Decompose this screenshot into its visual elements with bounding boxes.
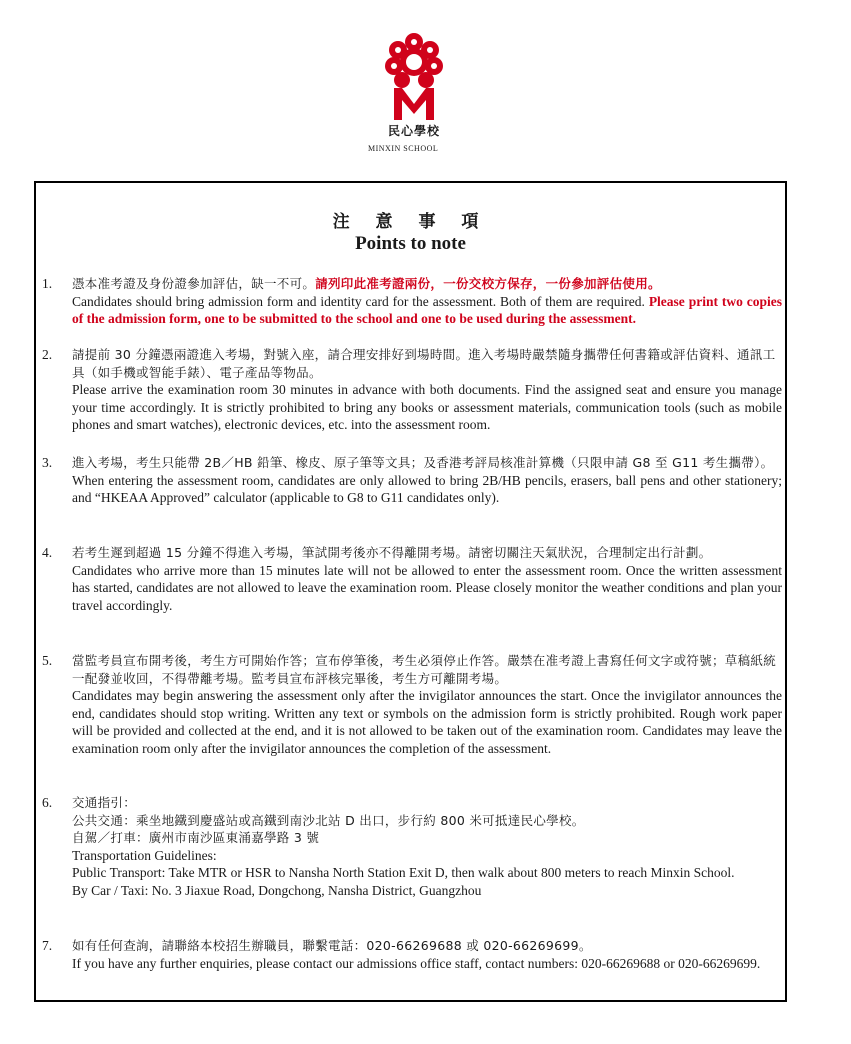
notes-box (34, 181, 787, 1002)
note-item-6 (42, 794, 782, 899)
note-text-cn (72, 275, 782, 293)
note-text-en-highlight: Please print two copies of the admission form, one to be submitted to the school and one to be used during the assessment. (72, 293, 782, 326)
transport-public-en: Public Transport: Take MTR or HSR to Nansha North Station Exit D, then walk about 800 meters to reach Minxin School. (72, 865, 735, 880)
note-item-7 (42, 937, 782, 972)
note-text-cn-main: 憑本准考證及身份證參加評估，缺一不可。 (72, 276, 316, 291)
note-number: 1. (42, 276, 53, 291)
transport-public-cn: 公共交通：乘坐地鐵到慶盛站或高鐵到南沙北站 D 出口，步行約 800 米可抵達民心學校。 (72, 812, 585, 828)
note-text-cn: 如有任何查詢，請聯絡本校招生辦職員，聯繫電話：020-66269688 或 020-66269699。 (72, 938, 592, 953)
note-item-4 (42, 544, 782, 614)
note-item-2 (42, 346, 782, 434)
note-number: 6. (42, 795, 53, 810)
note-number: 7. (42, 938, 53, 953)
note-number: 2. (42, 347, 53, 362)
note-item-5 (42, 652, 782, 757)
transport-heading-en: Transportation Guidelines: (72, 847, 217, 863)
transport-car-en: By Car / Taxi: No. 3 Jiaxue Road, Dongchong, Nansha District, Guangzhou (72, 882, 482, 898)
note-text-cn-highlight: 請列印此准考證兩份，一份交校方保存，一份參加評估使用。 (315, 276, 661, 291)
title-en: Points to note (355, 233, 466, 254)
note-text-en: If you have any further enquiries, please contact our admissions office staff, contact numbers: 020-66269688 or 020-66269699. (72, 955, 761, 971)
note-text-en: Please arrive the examination room 30 minutes in advance with both documents. Find the assigned seat and ensure you manage your time accordingly. It is strictly prohibited to bring any books or assessment materials, communication tools (such as mobile phones and smart watches), electronic devices, etc. into the assessment room. (72, 382, 782, 432)
note-text-cn: 若考生遲到超過 15 分鐘不得進入考場，筆試開考後亦不得離開考場。請密切關注天氣狀況，合理制定出行計劃。 (72, 545, 712, 560)
note-text-cn: 請提前 30 分鐘憑兩證進入考場，對號入座，請合理安排好到場時間。進入考場時嚴禁隨身攜帶任何書籍或評估資料、通訊工具（如手機或智能手錶）、電子產品等物品。 (72, 347, 776, 380)
note-item-1 (42, 275, 782, 328)
note-text-en: Candidates may begin answering the assessment only after the invigilator announces the start. Once the invigilator announces the end, candidates should stop writing. Written any text or symbols on the admission form is strictly prohibited. Rough work paper will be provided and collected at the end, and it is not allowed to be taken out of the examination room. Candidates may leave the examination room only after the invigilator announces the completion of the assessment. (72, 688, 782, 756)
school-logo (368, 32, 460, 162)
note-number: 4. (42, 545, 53, 560)
transport-car-cn: 自駕／打車：廣州市南沙區東涌嘉學路 3 號 (72, 830, 320, 845)
school-name-cn: 民心學校 (387, 124, 440, 138)
transport-heading-cn: 交通指引： (72, 795, 137, 810)
note-text-en (72, 293, 782, 328)
note-text-cn: 進入考場，考生只能帶 2B／HB 鉛筆、橡皮、原子筆等文具；及香港考評局核准計算機（只限申請 G8 至 G11 考生攜帶）。 (72, 455, 774, 470)
note-number: 5. (42, 653, 53, 668)
note-text-cn: 當監考員宣布開考後，考生方可開始作答；宣布停筆後，考生必須停止作答。嚴禁在准考證上書寫任何文字或符號；草稿紙統一配發並收回，不得帶離考場。監考員宣布評核完畢後，考生方可離開考場。 (72, 653, 777, 686)
note-text-en: Candidates who arrive more than 15 minutes late will not be allowed to enter the assessment room. Once the written assessment has started, candidates are not allowed to leave the examination room. Please closely monitor the weather conditions and plan your travel accordingly. (72, 562, 782, 613)
note-item-3 (42, 454, 782, 507)
note-text-en: When entering the assessment room, candidates are only allowed to bring 2B/HB pencils, erasers, ball pens and other stationery; and “HKEAA Approved” calculator (applicable to G8 to G11 candidates only). (72, 472, 782, 505)
note-number: 3. (42, 455, 53, 470)
school-name-en: MINXIN SCHOOL (368, 144, 439, 153)
note-text-en-main: Candidates should bring admission form and identity card for the assessment. Both of them are required. (72, 293, 649, 309)
title-cn: 注 意 事 項 (332, 212, 489, 232)
minxin-flower-logo-icon (382, 32, 446, 120)
